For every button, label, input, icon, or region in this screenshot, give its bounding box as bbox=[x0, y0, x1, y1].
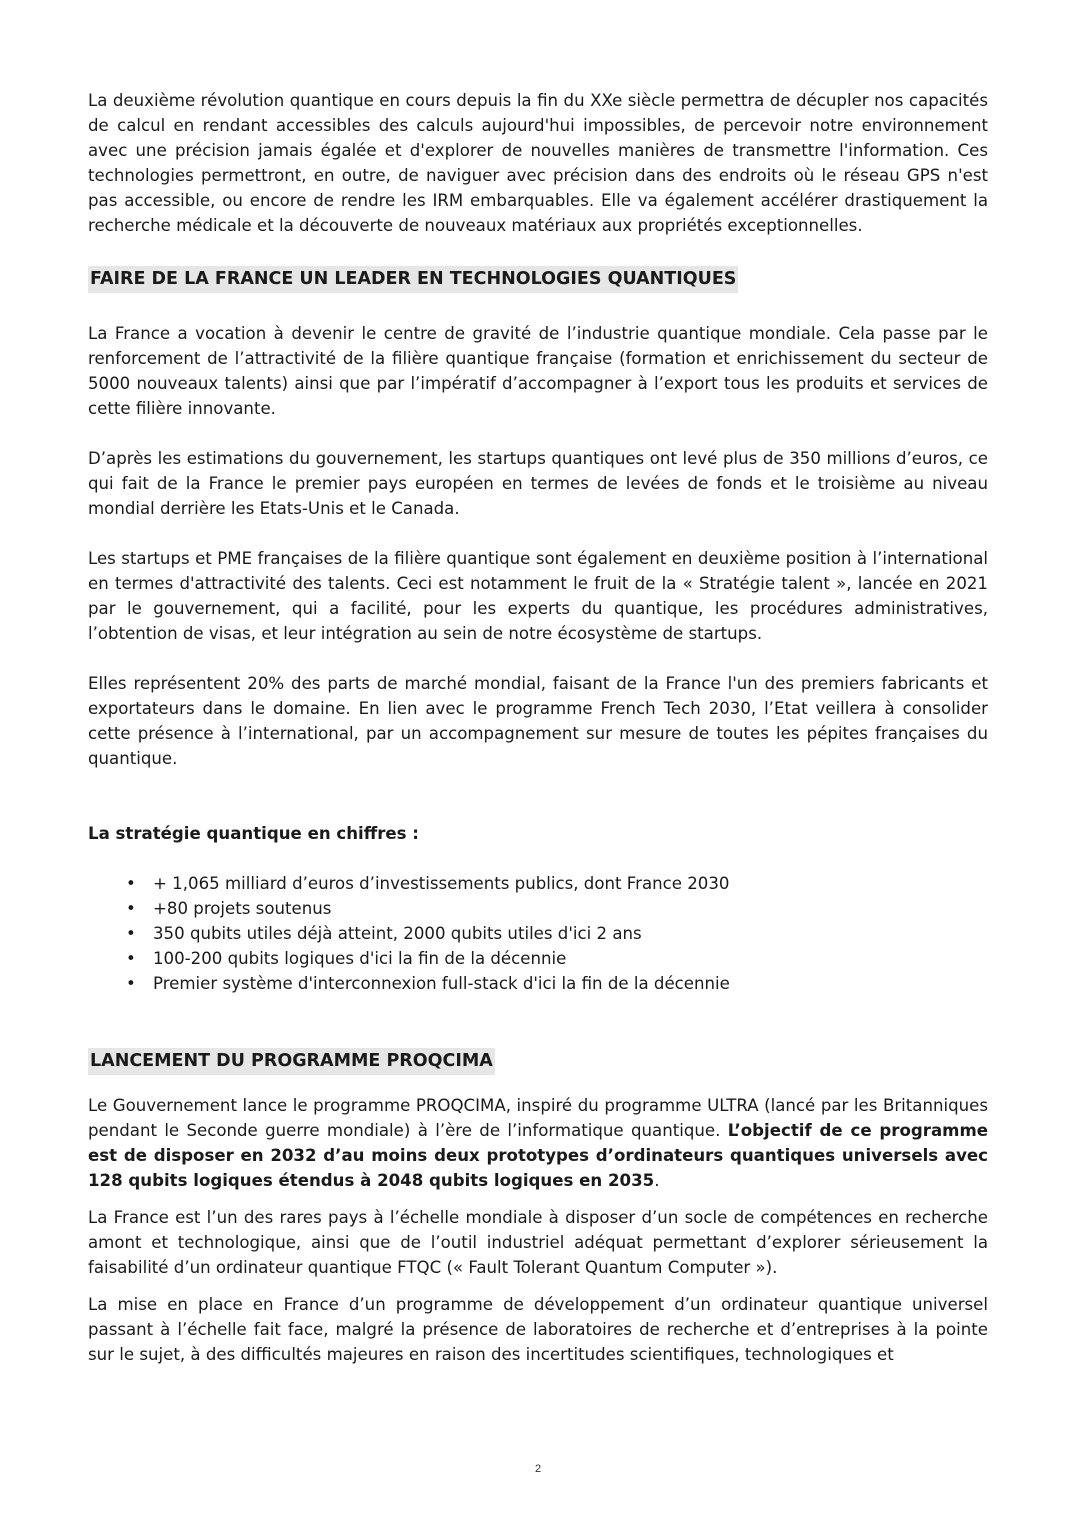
document-page bbox=[88, 88, 988, 1367]
proqcima-objective-text: L’objectif de ce programme est de disposer en 2032 d’au moins deux prototypes d’ordinateurs quantiques universels avec 128 qubits logiques étendus à 2048 qubits logiques en 2035 bbox=[88, 1121, 988, 1190]
paragraph-talents: Les startups et PME françaises de la filière quantique sont également en deuxième position à l’international en termes d'attractivité des talents. Ceci est notamment le fruit de la « Stratégie talent », lancée en 2021 par le gouvernement, qui a facilité, pour les experts du quantique, les procédures administratives, l’obtention de visas, et leur intégration au sein de notre écosystème de startups. bbox=[88, 549, 988, 643]
figures-list bbox=[88, 871, 988, 996]
list-item: • 100-200 qubits logiques d'ici la fin de la décennie bbox=[126, 946, 988, 971]
paragraph-market-share: Elles représentent 20% des parts de marché mondial, faisant de la France l'un des premiers fabricants et exportateurs dans le domaine. En lien avec le programme French Tech 2030, l’Etat veillera à consolider cette présence à l’international, par un accompagnement sur mesure de toutes les pépites françaises du quantique. bbox=[88, 674, 988, 768]
section-leader bbox=[88, 266, 988, 771]
paragraph-vocation: La France a vocation à devenir le centre de gravité de l’industrie quantique mondiale. Cela passe par le renforcement de l’attractivité de la filière quantique française (formation et enrichissement du secteur de 5000 nouveaux talents) ainsi que par l’impératif d’accompagner à l’export tous les produits et services de cette filière innovante. bbox=[88, 324, 988, 418]
paragraph-difficulties: La mise en place en France d’un programme de développement d’un ordinateur quantique universel passant à l’échelle fait face, malgré la présence de laboratoires de recherche et d’entreprises à la pointe sur le sujet, à des difficultés majeures en raison des incertitudes scientifiques, technologiques et bbox=[88, 1295, 988, 1364]
proqcima-intro-text: Le Gouvernement lance le programme PROQCIMA, inspiré du programme ULTRA (lancé par les Britanniques pendant le Seconde guerre mondiale) à l’ère de l’informatique quantique. bbox=[88, 1096, 988, 1140]
section-heading-leader: FAIRE DE LA FRANCE UN LEADER EN TECHNOLOGIES QUANTIQUES bbox=[88, 266, 738, 293]
paragraph-estimations: D’après les estimations du gouvernement, les startups quantiques ont levé plus de 350 millions d’euros, ce qui fait de la France le premier pays européen en termes de levées de fonds et le troisième au niveau mondial derrière les Etats-Unis et le Canada. bbox=[88, 449, 988, 518]
figures-block bbox=[88, 821, 988, 996]
paragraph-competences: La France est l’un des rares pays à l’échelle mondiale à disposer d’un socle de compétences en recherche amont et technologique, ainsi que de l’outil industriel adéquat permettant d’explorer sérieusement la faisabilité d’un ordinateur quantique FTQC (« Fault Tolerant Quantum Computer »). bbox=[88, 1208, 988, 1277]
paragraph-proqcima-launch bbox=[88, 1093, 988, 1193]
list-item: • 350 qubits utiles déjà atteint, 2000 qubits utiles d'ici 2 ans bbox=[126, 921, 988, 946]
section-heading-proqcima: LANCEMENT DU PROGRAMME PROQCIMA bbox=[88, 1048, 495, 1075]
list-item: • Premier système d'interconnexion full-stack d'ici la fin de la décennie bbox=[126, 971, 988, 996]
figures-title: La stratégie quantique en chiffres : bbox=[88, 824, 419, 843]
section-proqcima bbox=[88, 1048, 988, 1367]
intro-paragraph: La deuxième révolution quantique en cours depuis la fin du XXe siècle permettra de décupler nos capacités de calcul en rendant accessibles des calculs aujourd'hui impossibles, de percevoir notre environnement avec une précision jamais égalée et d'explorer de nouvelles manières de transmettre l'information. Ces technologies permettront, en outre, de naviguer avec précision dans des endroits où le réseau GPS n'est pas accessible, ou encore de rendre les IRM embarquables. Elle va également accélérer drastiquement la recherche médicale et la découverte de nouveaux matériaux aux propriétés exceptionnelles. bbox=[88, 91, 988, 235]
proqcima-period: . bbox=[654, 1171, 660, 1190]
page-number: 2 bbox=[534, 1463, 542, 1475]
list-item: • +80 projets soutenus bbox=[126, 896, 988, 921]
list-item: • + 1,065 milliard d’euros d’investissements publics, dont France 2030 bbox=[126, 871, 988, 896]
